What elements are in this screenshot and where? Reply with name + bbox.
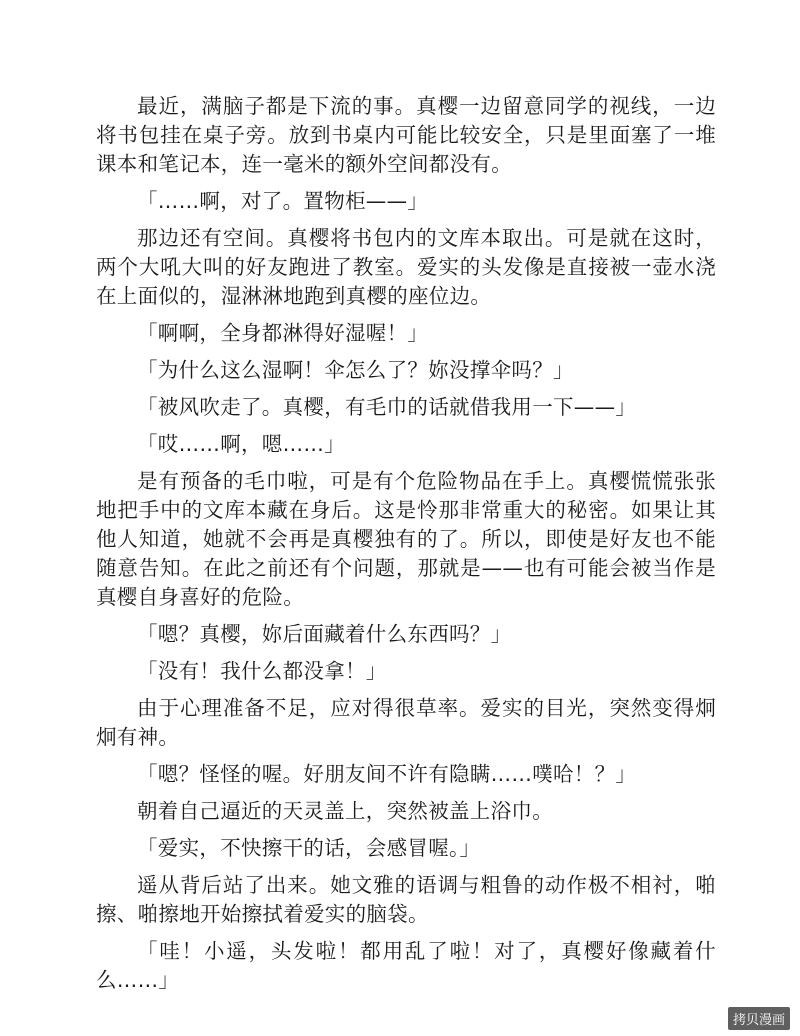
paragraph: 「嗯？怪怪的喔。好朋友间不许有隐瞒……噗哈！？」	[137, 762, 637, 786]
paragraph: 由于心理准备不足，应对得很草率。爱实的目光，突然变得炯炯有神。	[96, 696, 716, 749]
paragraph: 那边还有空间。真樱将书包内的文库本取出。可是就在这时，两个大吼大叫的好友跑进了教室。爱实的头发像是直接被一壶水浇在上面似的，湿淋淋地跑到真樱的座位边。	[96, 226, 716, 308]
paragraph: 遥从背后站了出来。她文雅的语调与粗鲁的动作极不相衬，啪擦、啪擦地开始擦拭着爱实的脑袋。	[96, 873, 716, 926]
paragraph: 最近，满脑子都是下流的事。真樱一边留意同学的视线，一边将书包挂在桌子旁。放到书桌内可能比较安全，只是里面塞了一堆课本和笔记本，连一毫米的额外空间都没有。	[96, 94, 716, 176]
paragraph: 「……啊，对了。置物柜——」	[137, 189, 429, 213]
novel-page	[96, 92, 716, 1003]
paragraph: 「为什么这么湿啊！伞怎么了？妳没撑伞吗？」	[137, 358, 574, 382]
paragraph: 「爱实，不快擦干的话，会感冒喔。」	[137, 836, 481, 860]
paragraph: 「哎……啊，嗯……」	[137, 432, 345, 456]
paragraph: 「嗯？真樱，妳后面藏着什么东西吗？」	[137, 622, 512, 646]
paragraph: 「被风吹走了。真樱，有毛巾的话就借我用一下——」	[137, 395, 637, 419]
paragraph: 是有预备的毛巾啦，可是有个危险物品在手上。真樱慌慌张张地把手中的文库本藏在身后。这是怜那非常重大的秘密。如果让其他人知道，她就不会再是真樱独有的了。所以，即使是好友也不能随意告知。在此之前还有个问题，那就是——也有可能会被当作是真樱自身喜好的危险。	[96, 469, 716, 609]
watermark: 拷贝漫画	[728, 1007, 790, 1030]
paragraph: 「啊啊，全身都淋得好湿喔！」	[137, 321, 429, 345]
paragraph: 「哇！小遥，头发啦！都用乱了啦！对了，真樱好像藏着什么……」	[96, 939, 716, 992]
paragraph: 「没有！我什么都没拿！」	[137, 659, 387, 683]
paragraph: 朝着自己逼近的天灵盖上，突然被盖上浴巾。	[137, 799, 553, 823]
